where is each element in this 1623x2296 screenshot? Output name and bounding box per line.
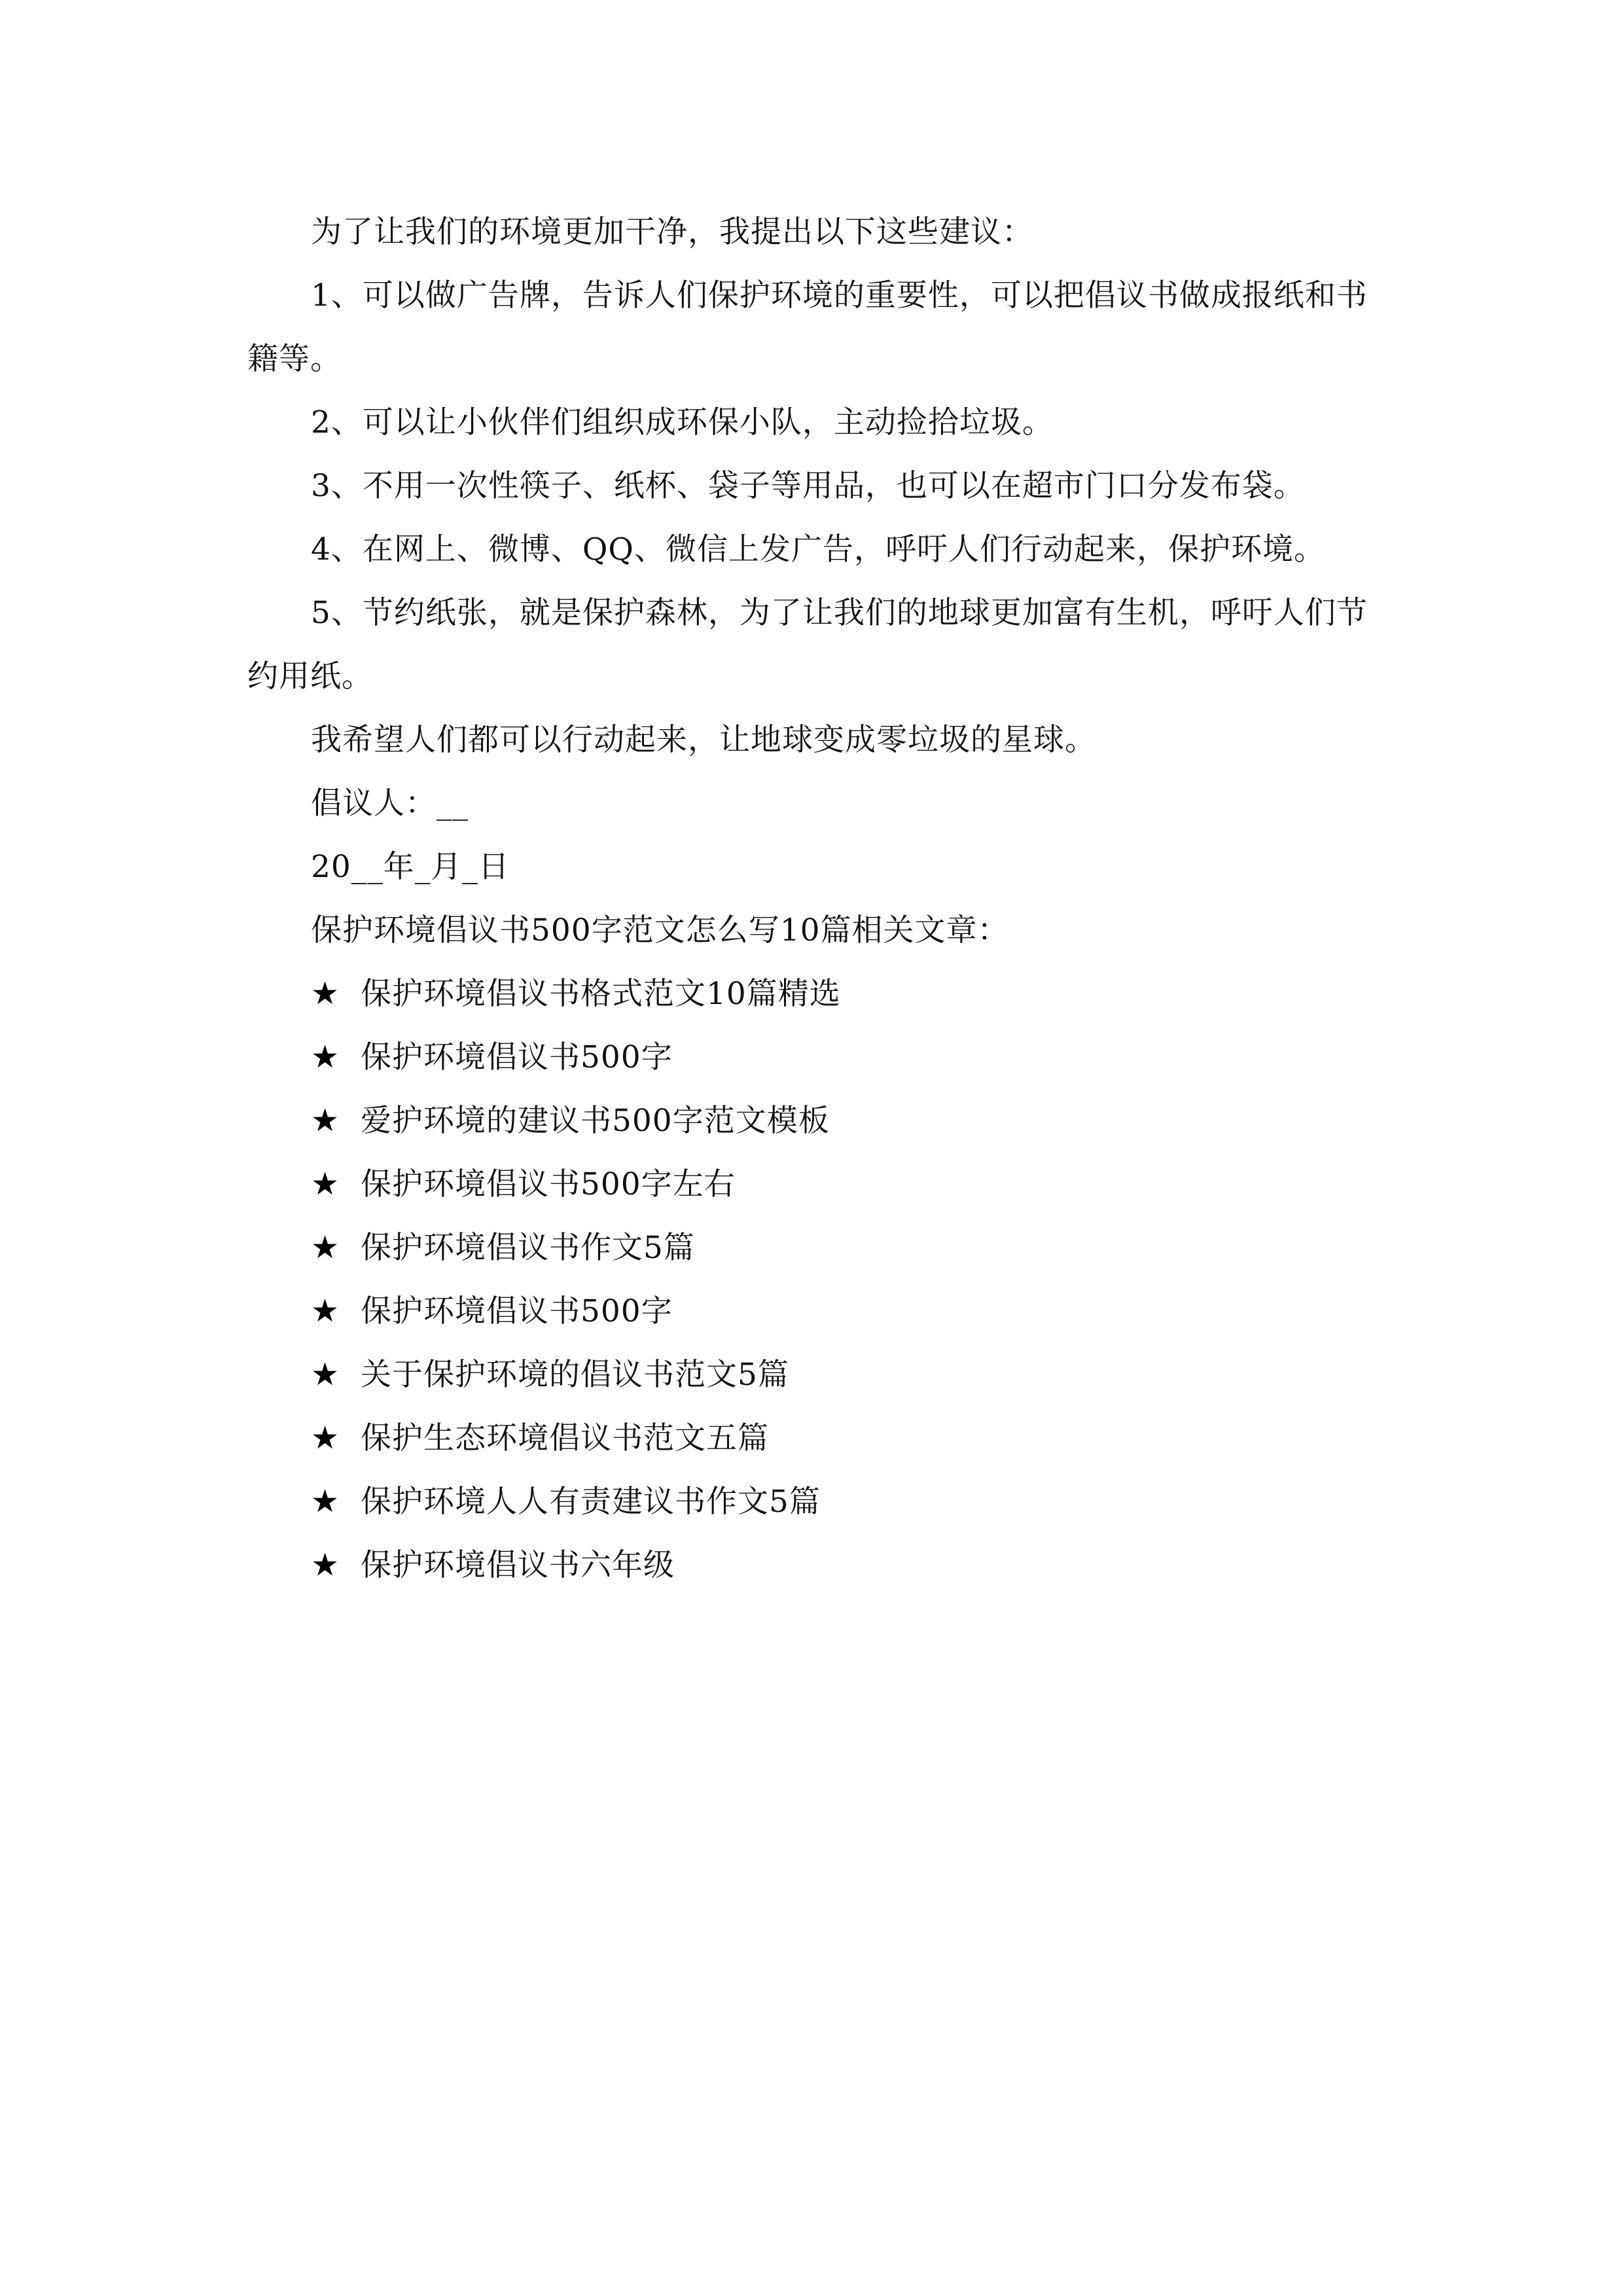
related-article-title: 保护环境人人有责建议书作文5篇 [361,1484,821,1520]
related-article-link[interactable] [247,1216,1385,1280]
related-article-title: 保护环境倡议书500字左右 [361,1166,736,1202]
related-article-link[interactable] [247,1407,1385,1470]
star-icon: ★ [311,1102,340,1139]
related-article-link[interactable] [247,962,1385,1026]
star-icon: ★ [311,1420,340,1456]
related-article-link[interactable] [247,1534,1385,1597]
related-article-title: 保护环境倡议书500字 [361,1293,673,1329]
related-article-title: 保护环境倡议书六年级 [361,1547,675,1583]
star-icon: ★ [311,1356,340,1393]
star-icon: ★ [311,1483,340,1520]
related-article-title: 保护环境倡议书格式范文10篇精选 [361,976,841,1012]
star-icon: ★ [311,1293,340,1329]
star-icon: ★ [311,1166,340,1202]
related-article-link[interactable] [247,1343,1385,1407]
star-icon: ★ [311,1039,340,1075]
paragraph-suggestion-3: 3、不用一次性筷子、纸杯、袋子等用品，也可以在超市门口分发布袋。 [311,468,1305,504]
related-article-title: 保护环境倡议书作文5篇 [361,1230,695,1266]
paragraph-suggestion-5: 5、节约纸张，就是保护森林，为了让我们的地球更加富有生机，呼吁人们节约用纸。 [247,595,1368,694]
proposer-line: 倡议人：__ [311,785,469,821]
related-article-title: 保护环境倡议书500字 [361,1039,673,1075]
related-article-link[interactable] [247,1089,1385,1153]
date-line: 20__年_月_日 [311,849,510,885]
related-article-link[interactable] [247,1280,1385,1343]
related-article-link[interactable] [247,1026,1385,1089]
paragraph-suggestion-1: 1、可以做广告牌，告诉人们保护环境的重要性，可以把倡议书做成报纸和书籍等。 [247,278,1368,377]
related-articles-list [247,962,1385,1597]
related-article-link[interactable] [247,1470,1385,1534]
paragraph-suggestions-intro: 为了让我们的环境更加干净，我提出以下这些建议： [311,214,1033,250]
related-article-title: 关于保护环境的倡议书范文5篇 [361,1357,789,1393]
star-icon: ★ [311,1547,340,1583]
related-article-link[interactable] [247,1153,1385,1216]
paragraph-suggestion-4: 4、在网上、微博、QQ、微信上发广告，呼吁人们行动起来，保护环境。 [311,531,1325,567]
related-article-title: 保护生态环境倡议书范文五篇 [361,1420,769,1456]
star-icon: ★ [311,1229,340,1266]
paragraph-closing: 我希望人们都可以行动起来，让地球变成零垃圾的星球。 [311,722,1096,758]
paragraph-suggestion-2: 2、可以让小伙伴们组织成环保小队，主动捡拾垃圾。 [311,404,1054,440]
star-icon: ★ [311,975,340,1012]
document-content [247,200,1385,1597]
related-article-title: 爱护环境的建议书500字范文模板 [361,1103,830,1139]
related-articles-heading: 保护环境倡议书500字范文怎么写10篇相关文章： [311,912,1009,948]
